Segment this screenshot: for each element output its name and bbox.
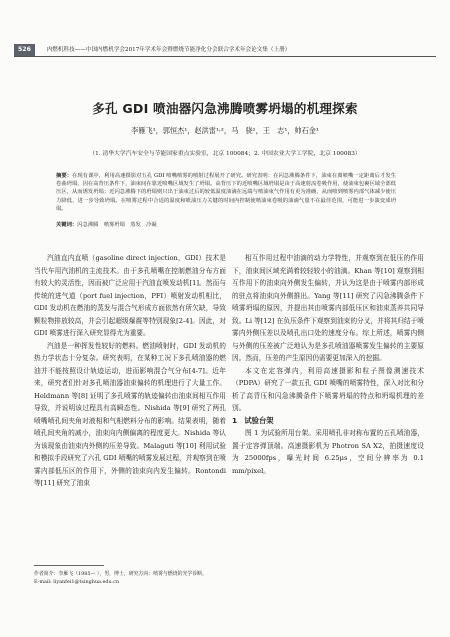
running-header	[14, 44, 436, 57]
abstract-text: 在现有课中，利用高速摄影对五孔 GDI 喷嘴喷雾的喷射过程展开了研究。研究表明：在闪急沸腾条件下，油束在离喷嘴一定距离后才发生卷曲坍塌，因在高背压条件下，油束间在靠近喷嘴区域发生了坍塌。高背压下的近喷嘴区域坍塌是由于高速射流卷吸作用，使油束包裹区域全部低压区，从而诱发坍塌；近闪急沸腾下的坍塌则只出于油束过后的较低温度油滴在远端与喷油束气作用有更为准确，从而喷到喷雾内部气体减少使压力降低，进一步导致坍塌。在喷雾过程中合适的温度和喷油压力关键的时间内控制使喷油束卷吸的油滴气量不在最佳范围，可能进一步演变成坍塌。	[56, 173, 396, 212]
footnote-email: E-mail: liyanfei1@tsinghua.edu.cn	[34, 579, 120, 585]
right-column	[232, 252, 424, 477]
page-number: 526	[14, 44, 35, 56]
intro-paragraph-2: 汽油是一种挥发性较好的燃料。燃油喷射时，GDI 发动机的热力学状态十分复杂。研究表明，在某种工况下多孔喷油器的燃油并不能按照设计轨迹运动，进而影响混合气分布[4-7]。近年来，研究者们针对多孔喷油器油束偏转的机理进行了大量工作。Heldmann 等[8] 证明了多孔喷雾的轨迹偏转由油束间相互作用导致，并说明该过程具有高瞬态性。Nishida 等[9] 研究了两孔喷嘴喷孔间夹角对液相和气相燃料分布的影响。结果表明，随着喷孔间夹角的减小，油束向内侧偏离的程度更大。Nishida 等认为该现象由油束内外侧的压差导致。Malaguti 等[10] 利用试验和模拟手段研究了六孔 GDI 喷嘴的喷雾发展过程，并观察到在喷雾内部低压区的作用下，外侧的油束向内发生偏转。Rontondi 等[11] 研究了油束	[34, 341, 226, 487]
affiliation: （1. 清华大学汽车安全与节能国家重点实验室，北京 100084；2. 中国农业大学工学院，北京 100083）	[89, 151, 361, 157]
abstract-label: 摘要：	[56, 173, 73, 179]
keywords	[56, 221, 396, 229]
footnote	[34, 570, 226, 586]
footnote-author-bio: 作者简介：李雁飞（1985— ），男，博士，研究方向：喷雾与燃烧的光学诊断。	[34, 571, 207, 577]
intro-paragraph-3: 相互作用过程中油滴的动力学特性，并观察到在低压的作用下，油束间区域充满着较轻较小的油滴。Khan 等[10] 观察到相互作用下的油束向外侧发生偏转，并认为这是由于喷雾内部形成的驻点将油束向外侧推出。Yang 等[11] 研究了闪急沸腾条件下喷雾坍塌的原因，并提出其由喷雾内部低压区和油束蒸养共同导致。Li 等[12] 在负压条件下观察到油束的分叉，并将其归结于喷雾内外侧压差以及喷孔出口处的速度分布。综上所述，喷雾内侧与外侧的压差被广泛地认为是多孔喷油器喷雾发生偏转的主要原因。然而，压差的产生原因仍需要更加深入的挖掘。	[232, 254, 424, 362]
keywords-text: 闪急沸腾 喷雾坍塌 蒸发 冷凝	[77, 222, 157, 228]
section-paragraph: 图 1 为试验所用台架。采用喷孔非对称布置的五孔喷油器，置于定容弹顶端。高速摄影机为 Photron SA X2，拍摄速度设为 25000fps，曝光时间 6.25μs，空间分辨率为 0.1 mm/pixel。	[232, 429, 424, 475]
intro-paragraph-1: 汽油直内直喷（gasoline direct injection，GDI）技术是当代车用汽油机的主流技术。由于多孔喷嘴在控制燃油分布方面有较大的灵活性，因而被广泛应用于汽油直喷发动机[1]。然而与传统的进气道（port fuel injection，PFI）喷射发动机相比，GDI 发动机在燃油的蒸发与混合气形成方面依然有所欠缺，导致颗粒物排放较高，并会引起超级爆震等特别现象[2-4]。因此，对 GDI 喷雾进行深入研究显得尤为重要。	[34, 254, 226, 337]
abstract	[56, 172, 396, 213]
footnote-divider	[34, 565, 104, 566]
paper-title: 多孔 GDI 喷油器闪急沸腾喷雾坍塌的机理探索	[92, 101, 358, 116]
running-title: 内燃机科技——中国内燃机学会2017年学术年会暨燃烧节能净化分会联合学术年会论文集（上册）	[46, 47, 291, 53]
intro-paragraph-4: 本文在定容弹内，利用高速摄影和粒子图像测速技术（PDPA）研究了一款五孔 GDI 喷嘴的喷雾特性，深入对比和分析了高背压和闪急沸腾条件下喷雾坍塌的特点和坍塌机理的差别。	[232, 366, 424, 412]
keywords-label: 关键词：	[56, 222, 78, 228]
section-heading: 1 试验台架	[232, 415, 274, 425]
author-list: 李雁飞¹，郭恒杰¹，赵洪雷¹˒²，马 骁¹，王 志¹，帅石金¹	[131, 126, 319, 135]
left-column	[34, 252, 226, 490]
